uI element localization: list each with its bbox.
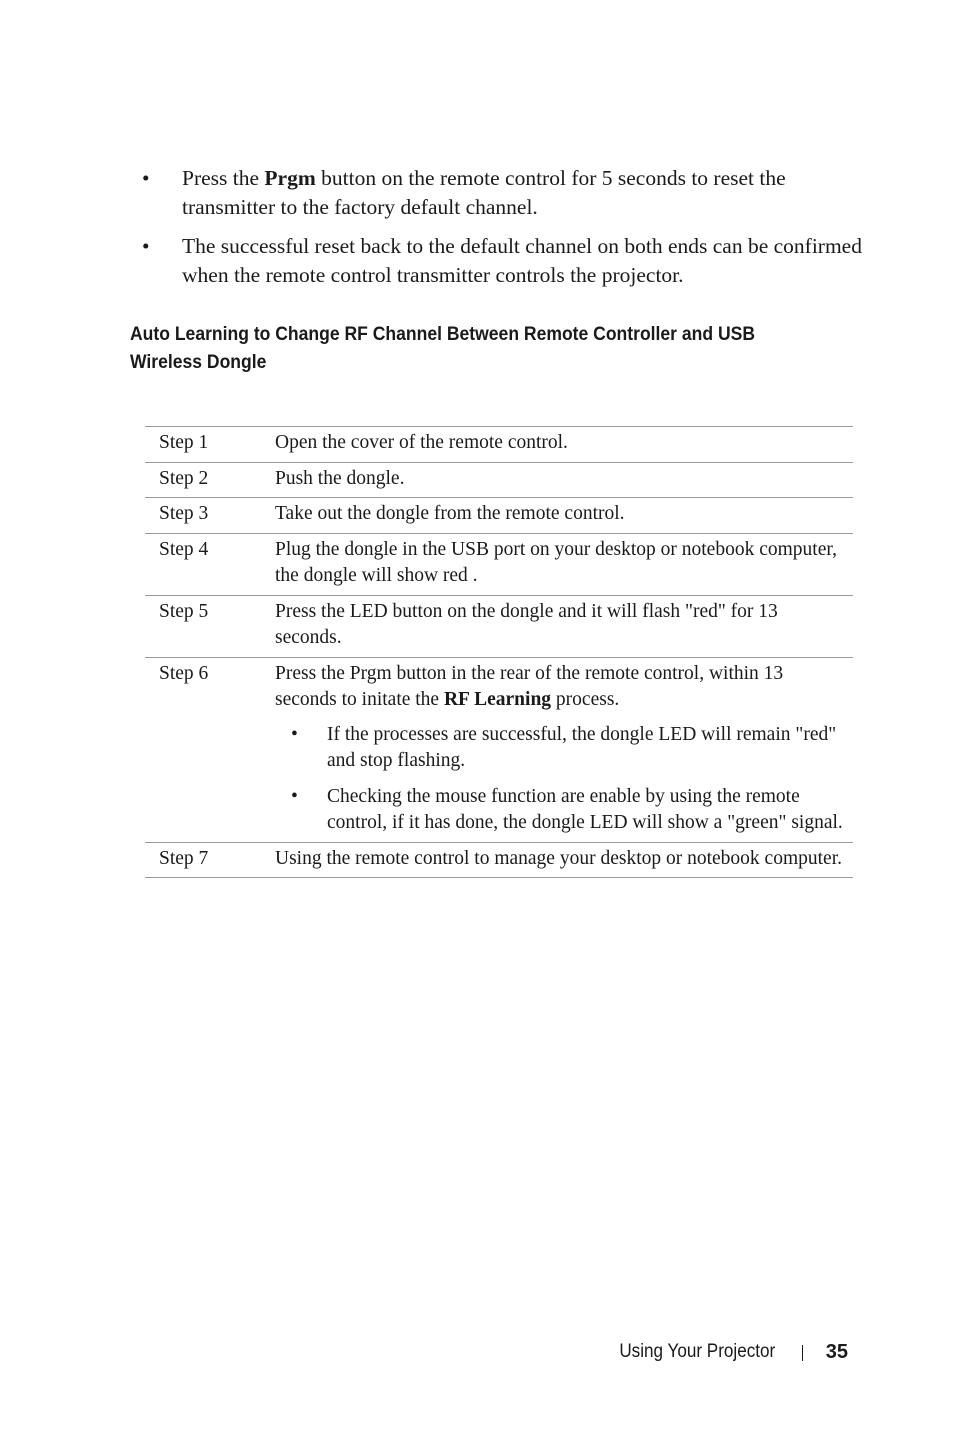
table-row (145, 595, 853, 657)
step-emphasis: RF Learning (443, 689, 552, 710)
intro-bullet-item (130, 232, 870, 290)
step-label: Step 7 (145, 842, 275, 878)
section-heading: Auto Learning to Change RF Channel Between Remote Controller and USB Wireless Dongle (130, 323, 756, 373)
page-footer (580, 1338, 850, 1366)
footer-divider (802, 1345, 803, 1361)
bullet-text: The successful reset back to the default channel on both ends can be confirmed when the remote control transmitter controls the projector. (182, 234, 862, 287)
sub-bullet-text: Checking the mouse function are enable by using the remote control, if it has done, the dongle LED will show a "green" signal. (327, 785, 843, 833)
intro-bullet-item (130, 164, 870, 222)
step-sub-bullet-list (275, 722, 847, 837)
step-description: Using the remote control to manage your desktop or notebook computer. (275, 842, 853, 878)
bullet-icon: • (291, 723, 298, 745)
bullet-icon: • (291, 785, 298, 807)
step-label: Step 3 (145, 498, 275, 534)
step-label: Step 5 (145, 595, 275, 657)
footer-section-title: Using Your Projector (619, 1341, 775, 1362)
step-description: Press the LED button on the dongle and it will flash "red" for 13 seconds. (275, 595, 853, 657)
table-row (145, 842, 853, 878)
step-description: Plug the dongle in the USB port on your desktop or notebook computer, the dongle will show red . (275, 533, 853, 595)
steps-table (145, 426, 853, 878)
page-number: 35 (825, 1341, 848, 1363)
bullet-icon: • (142, 166, 150, 190)
bullet-text: Press the (182, 166, 265, 190)
intro-bullet-list (130, 164, 870, 300)
step-label: Step 6 (145, 657, 275, 842)
step-sub-bullet-item (275, 722, 847, 775)
table-row (145, 498, 853, 534)
step-description (275, 657, 853, 842)
sub-bullet-text: If the processes are successful, the dongle LED will remain "red" and stop flashing. (327, 723, 837, 771)
step-description-paragraph (275, 661, 847, 714)
bullet-emphasis: Prgm (264, 166, 316, 190)
step-label: Step 2 (145, 462, 275, 498)
step-description: Take out the dongle from the remote control. (275, 498, 853, 534)
step-text: Press the Prgm button in the rear of the remote control, within 13 seconds to initate the (275, 662, 784, 710)
step-sub-bullet-item (275, 784, 847, 837)
bullet-icon: • (142, 234, 150, 258)
table-row (145, 462, 853, 498)
table-row (145, 657, 853, 842)
table-row (145, 533, 853, 595)
step-label: Step 1 (145, 427, 275, 463)
table-row (145, 427, 853, 463)
step-text: process. (551, 689, 620, 710)
step-label: Step 4 (145, 533, 275, 595)
step-description: Push the dongle. (275, 462, 853, 498)
bullet-text: button on the remote control for 5 seconds to reset the transmitter to the factory default channel. (182, 166, 786, 219)
step-description: Open the cover of the remote control. (275, 427, 853, 463)
